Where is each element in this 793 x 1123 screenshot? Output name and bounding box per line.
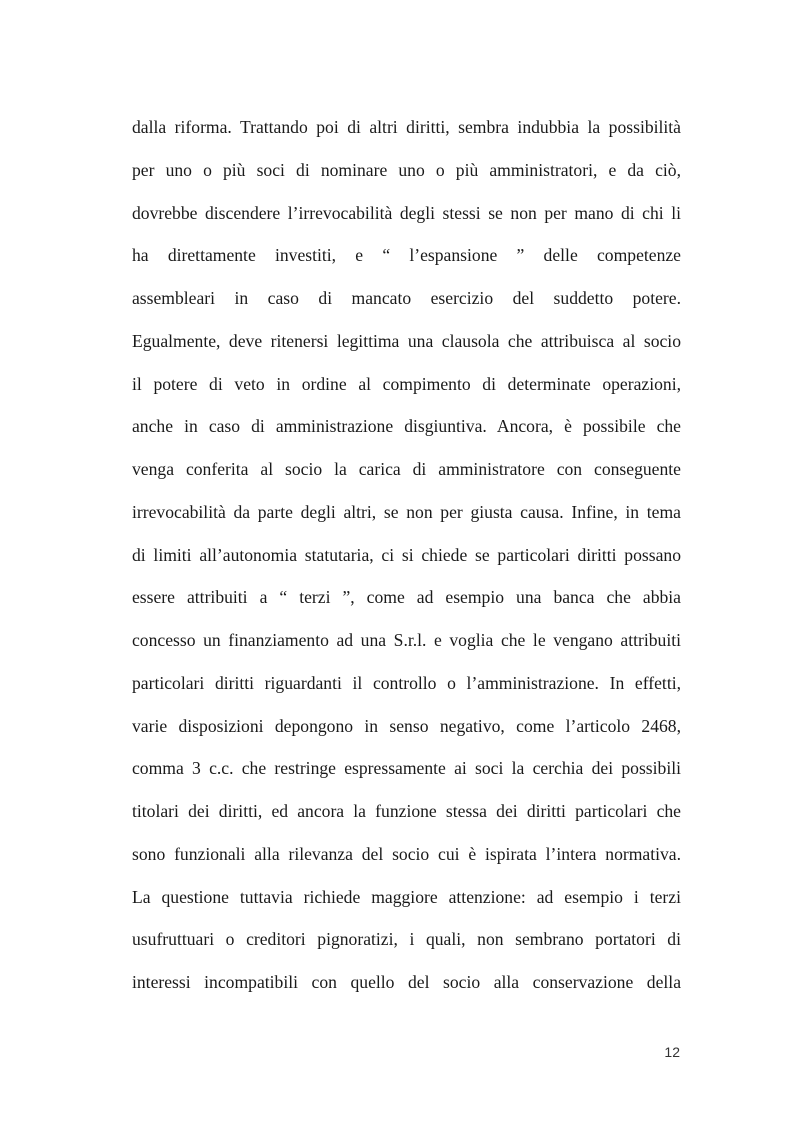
text-line: titolari dei diritti, ed ancora la funzione stessa dei diritti particolari che — [132, 801, 681, 821]
text-line: comma 3 c.c. che restringe espressamente ai soci la cerchia dei possibili — [132, 758, 681, 779]
text-line: La questione tuttavia richiede maggiore attenzione: ad esempio i terzi — [132, 886, 681, 907]
text-line: essere attribuiti a “ terzi ”, come ad esempio una banca che abbia — [132, 587, 681, 608]
text-line: di limiti all’autonomia statutaria, ci si chiede se particolari diritti possano — [132, 544, 681, 565]
text-line: varie disposizioni depongono in senso negativo, come l’articolo 2468, — [132, 715, 681, 736]
text-line: dalla riforma. Trattando poi di altri diritti, sembra indubbia la possibilità — [132, 117, 681, 137]
text-line: per uno o più soci di nominare uno o più amministratori, e da ciò, — [132, 159, 681, 180]
text-line: dovrebbe discendere l’irrevocabilità degli stessi se non per mano di chi li — [132, 202, 681, 223]
text-line: ha direttamente investiti, e “ l’espansione ” delle competenze — [132, 245, 681, 266]
text-line: irrevocabilità da parte degli altri, se non per giusta causa. Infine, in tema — [132, 501, 681, 522]
text-line: il potere di veto in ordine al compimento di determinate operazioni, — [132, 373, 681, 394]
text-line: venga conferita al socio la carica di amministratore con conseguente — [132, 459, 681, 479]
text-line: sono funzionali alla rilevanza del socio cui è ispirata l’intera normativa. — [132, 843, 681, 864]
page-number: 12 — [664, 1044, 680, 1060]
text-line: interessi incompatibili con quello del socio alla conservazione della — [132, 972, 681, 992]
text-line: usufruttuari o creditori pignoratizi, i quali, non sembrano portatori di — [132, 929, 681, 950]
text-line: particolari diritti riguardanti il controllo o l’amministrazione. In effetti, — [132, 672, 681, 693]
text-line: assembleari in caso di mancato esercizio del suddetto potere. — [132, 288, 681, 308]
body-text — [132, 108, 681, 1006]
text-line: anche in caso di amministrazione disgiuntiva. Ancora, è possibile che — [132, 416, 681, 437]
text-line: concesso un finanziamento ad una S.r.l. e voglia che le vengano attribuiti — [132, 630, 681, 650]
text-line: Egualmente, deve ritenersi legittima una clausola che attribuisca al socio — [132, 330, 681, 351]
